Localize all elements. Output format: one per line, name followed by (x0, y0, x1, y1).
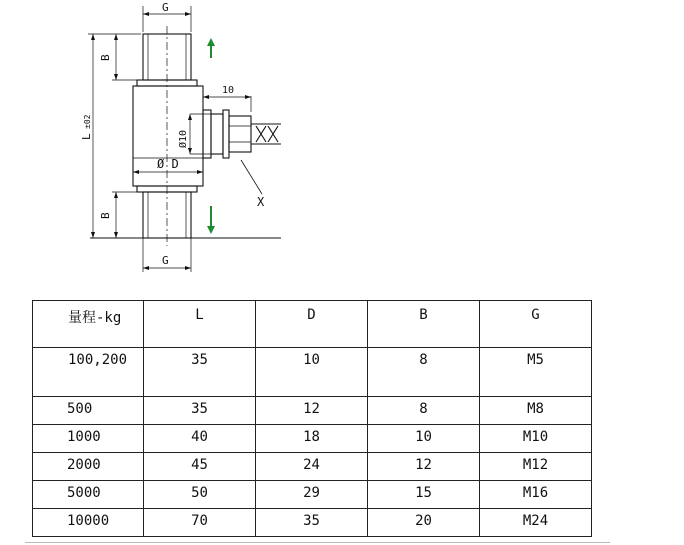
table-row (33, 481, 592, 509)
table-cell: 45 (144, 453, 256, 481)
divider (25, 542, 610, 543)
cell-body (133, 86, 203, 186)
table-cell: 100,200 (33, 348, 144, 397)
dim-10-label: 10 (222, 85, 235, 96)
table-cell: M8 (480, 397, 592, 425)
table-cell: 70 (144, 509, 256, 537)
l-label: L (80, 133, 93, 140)
table-cell: 8 (368, 397, 480, 425)
table-cell: 29 (256, 481, 368, 509)
table-cell: 5000 (33, 481, 144, 509)
table-cell: 35 (144, 348, 256, 397)
table-row (33, 348, 592, 397)
table-cell: 18 (256, 425, 368, 453)
table-cell: 12 (256, 397, 368, 425)
table-row (33, 509, 592, 537)
load-arrow-up-icon (207, 38, 215, 58)
table-header-cell: 量程-kg (33, 301, 144, 348)
table-cell: 24 (256, 453, 368, 481)
table-row (33, 397, 592, 425)
table-cell: 35 (144, 397, 256, 425)
g-top-label: G (162, 1, 169, 14)
table-cell: 500 (33, 397, 144, 425)
table-row (33, 453, 592, 481)
b-top-label: B (99, 54, 112, 61)
table-cell: 35 (256, 509, 368, 537)
table-cell: 1000 (33, 425, 144, 453)
g-bottom-label: G (162, 254, 169, 267)
table-header-cell: B (368, 301, 480, 348)
table-cell: 40 (144, 425, 256, 453)
b-bottom-label: B (99, 212, 112, 219)
table-cell: M5 (480, 348, 592, 397)
top-thread (143, 34, 191, 80)
spec-table (32, 300, 592, 537)
table-cell: M16 (480, 481, 592, 509)
table-cell: 10 (368, 425, 480, 453)
table-cell: M12 (480, 453, 592, 481)
table-row (33, 425, 592, 453)
table-cell: M24 (480, 509, 592, 537)
dia-10-label: Ø10 (178, 129, 189, 148)
table-cell: 50 (144, 481, 256, 509)
dia-d-label: Ø D (157, 157, 179, 171)
table-cell: 2000 (33, 453, 144, 481)
table-cell: 10000 (33, 509, 144, 537)
x-label: X (257, 195, 265, 209)
table-header-cell: L (144, 301, 256, 348)
table-cell: 12 (368, 453, 480, 481)
table-cell: M10 (480, 425, 592, 453)
table-cell: 20 (368, 509, 480, 537)
table-header-row (33, 301, 592, 348)
l-tolerance: ±02 (83, 114, 92, 129)
load-arrow-down-icon (207, 206, 215, 234)
table-cell: 15 (368, 481, 480, 509)
table-cell: 8 (368, 348, 480, 397)
table-header-cell: G (480, 301, 592, 348)
table-header-cell: D (256, 301, 368, 348)
table-cell: 10 (256, 348, 368, 397)
